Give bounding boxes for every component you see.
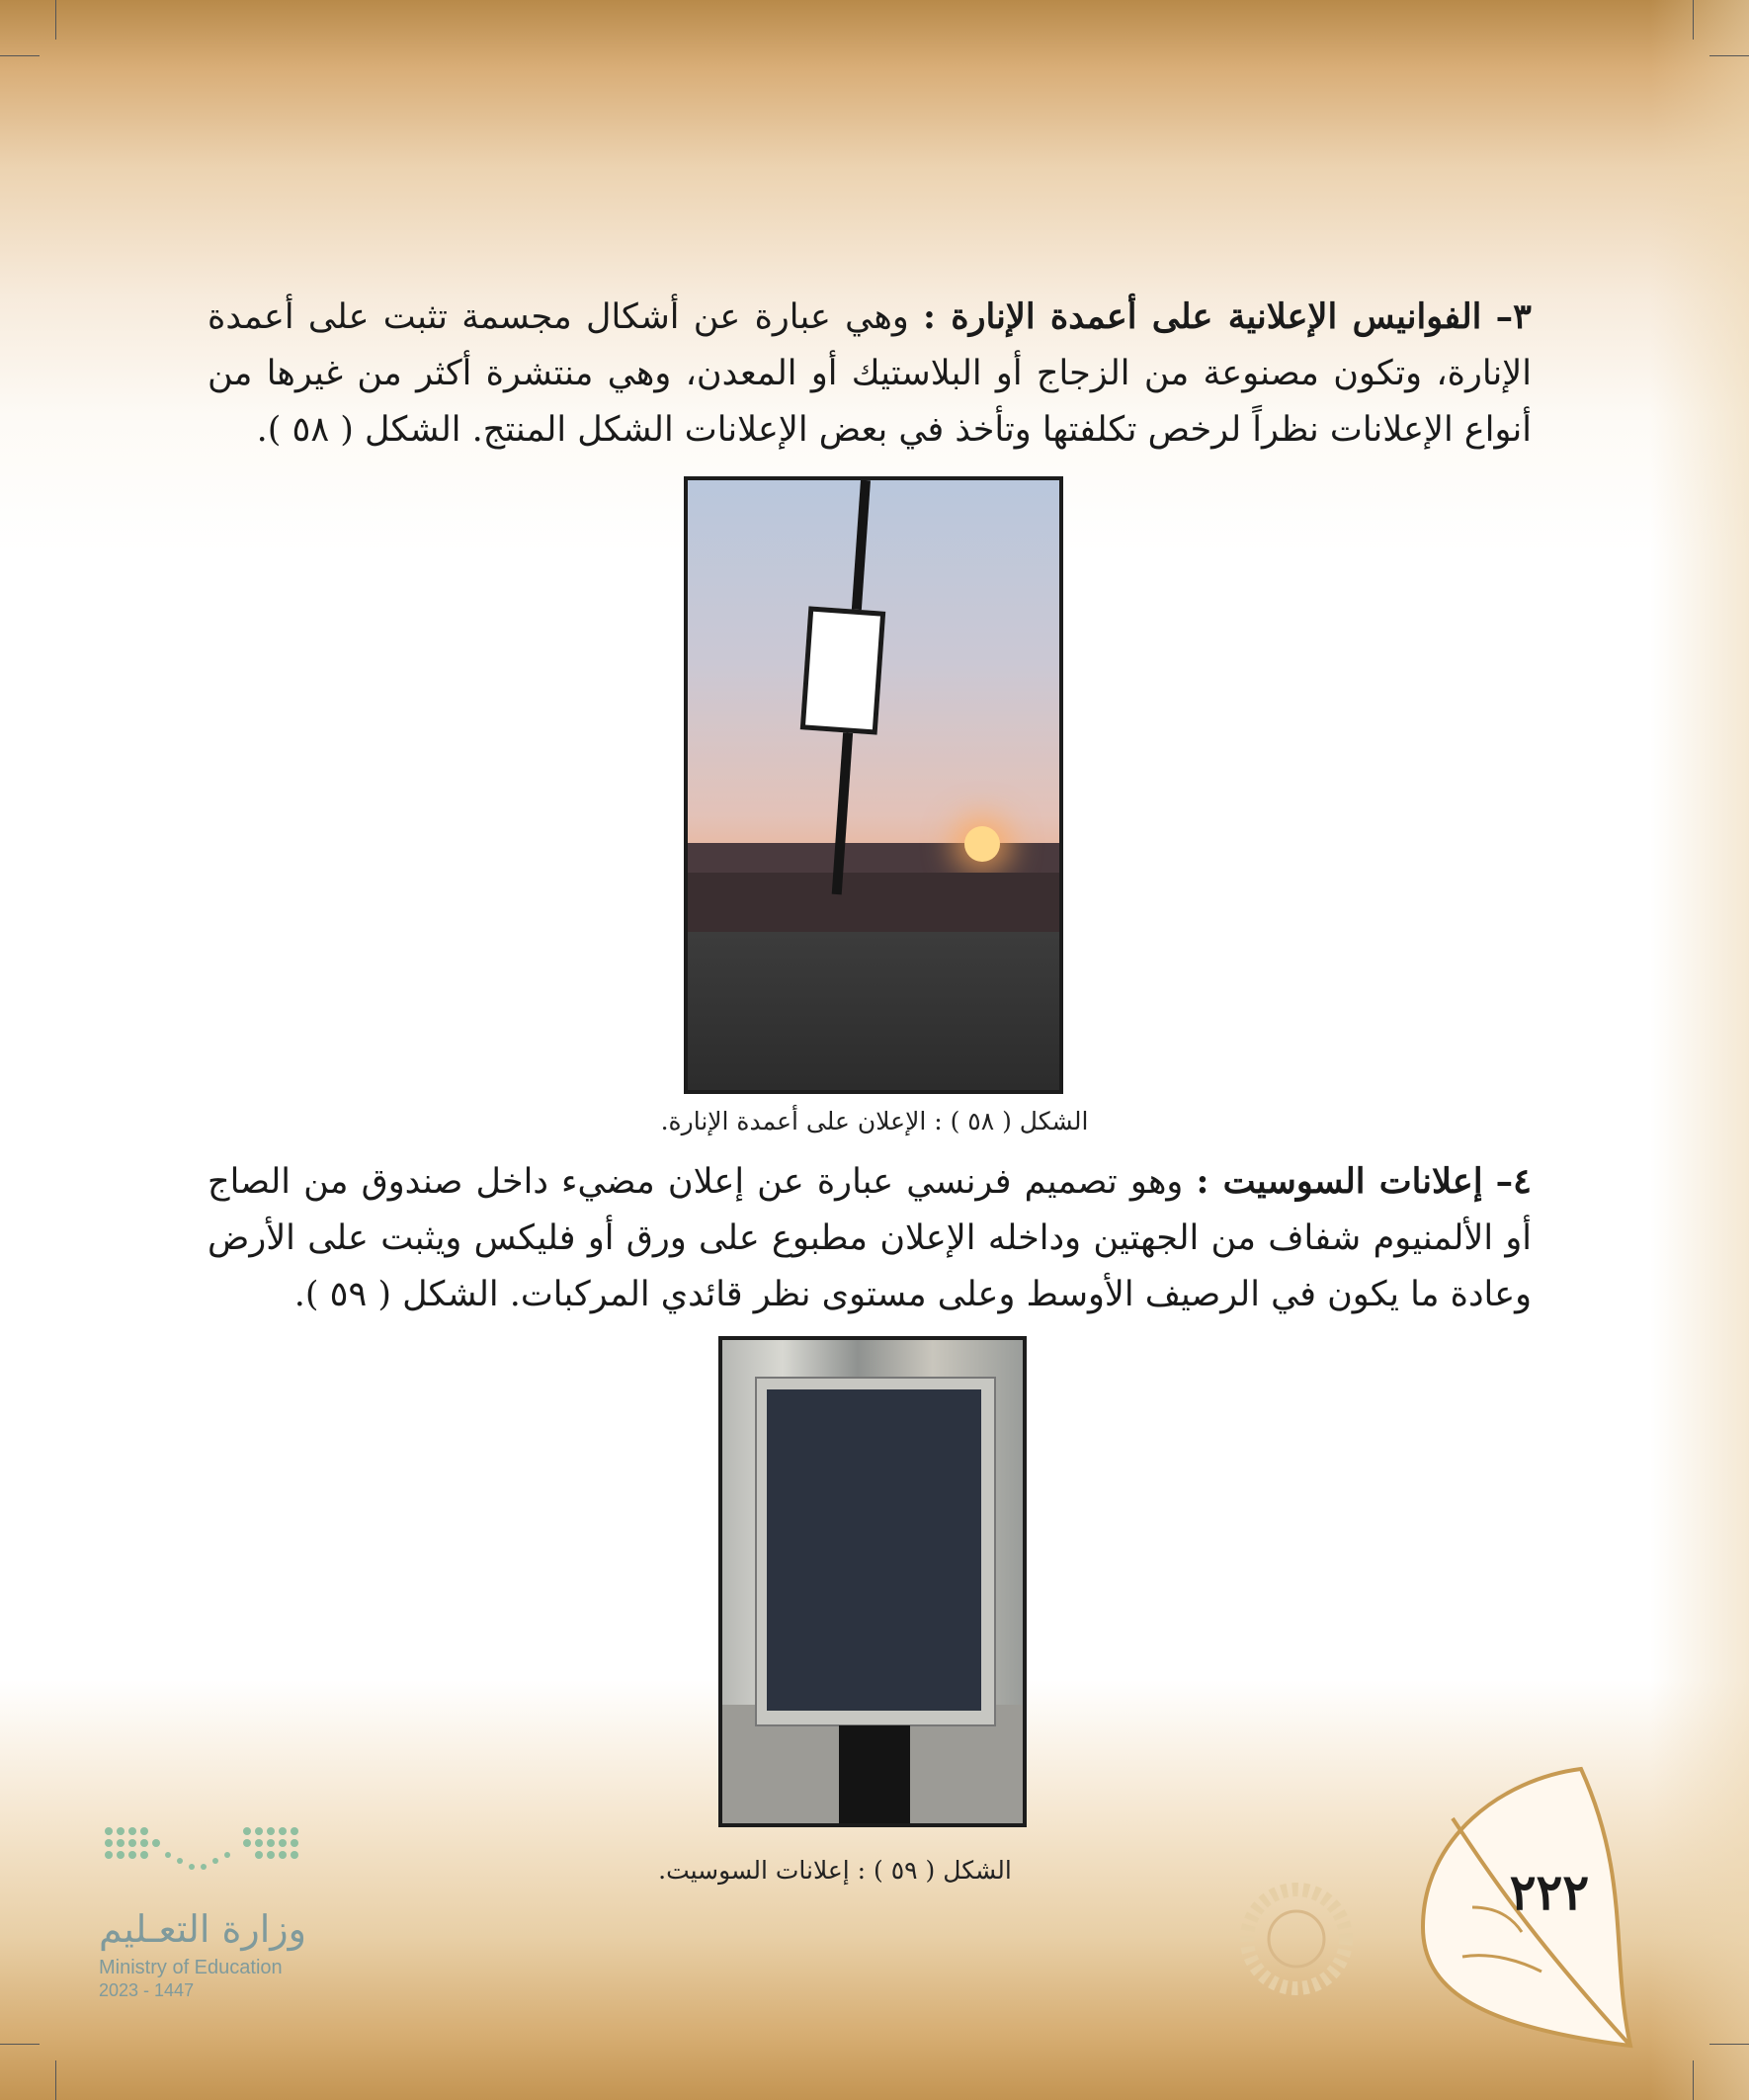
page-number: ٢٢٢ bbox=[1509, 1863, 1590, 1921]
ministry-name-english: Ministry of Education bbox=[99, 1957, 283, 1978]
section-3-body: وهي عبارة عن أشكال مجسمة تثبت على أعمدة الإنارة، وتكون مصنوعة من الزجاج أو البلاستيك أو المعدن، وهي منتشرة أكثر من غيرها من أنواع الإعلانات نظراً لرخص تكلفتها وتأخذ في بعض الإعلانات الشكل المنتج. الشكل ( ٥٨ ). bbox=[208, 297, 1532, 450]
lamp-post-ad-panel bbox=[800, 606, 886, 734]
section-4-body: وهو تصميم فرنسي عبارة عن إعلان مضيء داخل صندوق من الصاج أو الألمنيوم شفاف من الجهتين وداخله الإعلان مطبوع على ورق أو فليكس ويثبت على الأرض وعادة ما يكون في الرصيف الأوسط وعلى مستوى نظر قائدي المركبات. الشكل ( ٥٩ ). bbox=[208, 1162, 1532, 1314]
sucette-stand bbox=[839, 1725, 910, 1824]
crop-mark bbox=[55, 2060, 56, 2100]
decorative-side-band bbox=[1650, 0, 1749, 2100]
sunburst-ornament-icon bbox=[1230, 1873, 1364, 2006]
road-surface bbox=[688, 932, 1059, 1090]
section-3-number: ٣– bbox=[1495, 296, 1532, 337]
sun bbox=[964, 826, 1000, 862]
figure-58-photo bbox=[684, 476, 1063, 1094]
crop-mark bbox=[0, 2044, 40, 2045]
section-4-number: ٤– bbox=[1495, 1161, 1532, 1202]
bridge-railing bbox=[688, 873, 1059, 932]
crop-mark bbox=[0, 55, 40, 56]
figure-58-caption: الشكل ( ٥٨ ) : الإعلان على أعمدة الإنارة. bbox=[660, 1107, 1089, 1135]
crop-mark bbox=[1693, 2060, 1694, 2100]
ministry-logo-dots-icon bbox=[99, 1823, 311, 1888]
crop-mark bbox=[1709, 2044, 1749, 2045]
crop-mark bbox=[55, 0, 56, 40]
figure-59-caption: الشكل ( ٥٩ ) : إعلانات السوسيت. bbox=[658, 1856, 1012, 1885]
city-skyline bbox=[688, 843, 1059, 873]
sucette-screen bbox=[767, 1389, 981, 1711]
section-3-paragraph bbox=[208, 289, 1532, 459]
ministry-year: 2023 - 1447 bbox=[99, 1980, 195, 2000]
crop-mark bbox=[1693, 0, 1694, 40]
crop-mark bbox=[1709, 55, 1749, 56]
ministry-name-arabic: وزارة التعـليم bbox=[98, 1907, 306, 1951]
section-3-heading: الفوانيس الإعلانية على أعمدة الإنارة : bbox=[922, 296, 1482, 337]
section-4-heading: إعلانات السوسيت : bbox=[1196, 1161, 1483, 1202]
section-4-paragraph bbox=[208, 1153, 1532, 1323]
figure-59-photo bbox=[718, 1336, 1027, 1827]
